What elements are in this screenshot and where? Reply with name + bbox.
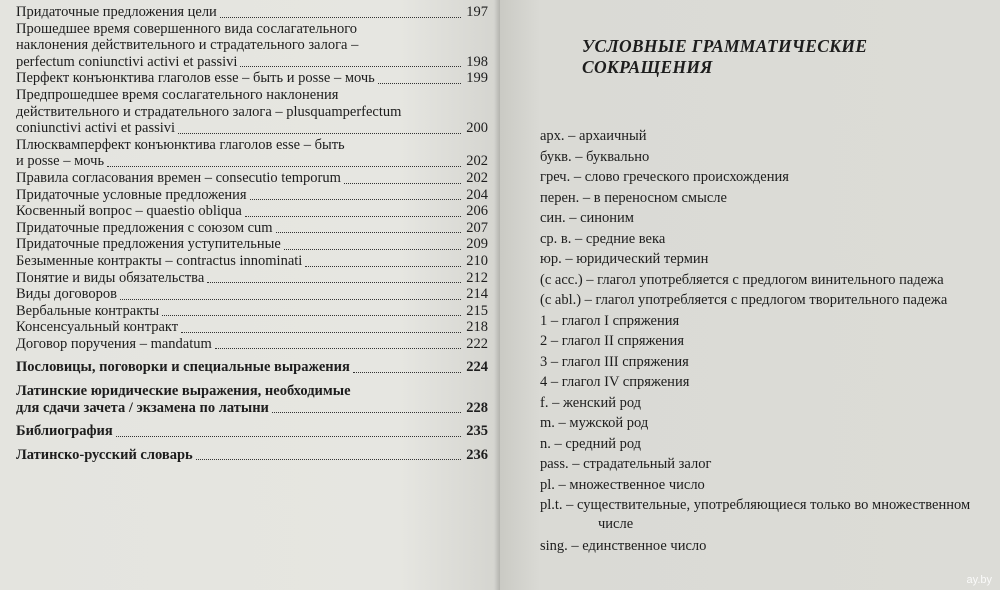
toc-entry [16,236,488,253]
abbreviation-item: m. – мужской род [540,415,649,431]
toc-entry [16,270,488,287]
toc-dot-leader [245,215,461,217]
abbreviation-item: син. – синоним [540,210,634,226]
toc-entry-last-line [16,236,488,253]
toc-entry [16,170,488,187]
toc-dot-leader [207,281,461,283]
toc-page-number: 210 [466,252,488,269]
toc-entry-line: Прошедшее время совершенного вида сослагательного [16,20,358,37]
toc-entry [16,336,488,353]
abbreviation-item: (c abl.) – глагол употребляется с предлогом творительного падежа [540,292,948,308]
abbreviation-item: арх. – архаичный [540,128,647,144]
toc-entry-last-line [16,359,488,376]
toc-entry [16,423,488,440]
toc-entry-title: Виды договоров [16,286,117,303]
toc-entry-last-line [16,170,488,187]
toc-page-number: 218 [466,319,488,336]
toc-entry-last-line [16,153,488,170]
toc-dot-leader [178,132,461,134]
toc-entry [16,21,488,71]
toc-entry-last-line [16,400,488,417]
abbreviation-item: 4 – глагол IV спряжения [540,374,690,390]
toc-page-number: 202 [466,169,488,186]
abbreviation-item: pl. – множественное число [540,476,705,493]
toc-entry-last-line [16,303,488,320]
toc-entry-title: coniunctivi activi et passivi [16,120,176,137]
toc-entry-last-line [16,120,488,137]
toc-page-number: 235 [466,423,488,440]
toc-entry-last-line [16,447,488,464]
toc-dot-leader [305,265,461,267]
toc-entry [16,383,488,416]
toc-entry-title: Консенсуальный контракт [16,319,179,336]
toc-entry-title: Перфект конъюнктива глаголов esse – быть и posse – мочь [16,70,375,87]
toc-page-number: 199 [466,70,488,87]
toc-dot-leader [181,331,461,333]
toc-entry-title: Библиография [16,423,113,440]
toc-entry-title: Придаточные условные предложения [16,186,247,203]
toc-dot-leader [284,248,461,250]
toc-dot-leader [220,16,461,18]
toc-entry-last-line [16,220,488,237]
abbreviations-title: УСЛОВНЫЕ ГРАММАТИЧЕСКИЕ СОКРАЩЕНИЯ [582,36,868,77]
abbreviation-item: (c acc.) – глагол употребляется с предлогом винительного падежа [540,271,944,288]
toc-dot-leader [353,371,461,373]
toc-entry-last-line [16,270,488,287]
toc-page-number: 197 [466,4,488,20]
abbreviation-item: 3 – глагол III спряжения [540,353,689,370]
toc-entry-last-line [16,203,488,220]
toc-entry [16,203,488,220]
toc-dot-leader [107,165,461,167]
toc-page-number: 202 [466,153,488,170]
toc-dot-leader [344,182,461,184]
toc-entry-last-line [16,336,488,353]
toc-page-number: 209 [466,236,488,253]
toc-entry [16,187,488,204]
toc-entry-last-line [16,4,488,21]
toc-dot-leader [240,65,461,67]
toc-entry [16,4,488,21]
toc-entry-title: Пословицы, поговорки и специальные выражения [16,359,350,376]
toc-page-number: 206 [466,203,488,220]
abbreviation-continuation: числе [598,515,634,532]
toc-entry-title: и posse – мочь [16,153,105,170]
abbreviations-page [500,0,1000,590]
toc-page-number: 204 [466,186,488,203]
toc-entry-title: Вербальные контракты [16,302,160,319]
toc-entry [16,70,488,87]
toc-entry-last-line [16,253,488,270]
toc-entry-title: Придаточные предложения уступительные [16,236,281,253]
toc-entry-last-line [16,286,488,303]
toc-entry-title: Придаточные предложения с союзом cum [16,219,273,236]
toc-page-number: 198 [466,53,488,70]
toc-dot-leader [378,82,461,84]
toc-entry [16,319,488,336]
toc-entry [16,137,488,170]
toc-entry-last-line [16,70,488,87]
toc-entry-line: Латинские юридические выражения, необходимые [16,383,351,400]
toc-entry-title: Правила согласования времен – consecutio temporum [16,169,341,186]
abbreviation-item: 1 – глагол I спряжения [540,312,680,329]
abbreviation-item: букв. – буквально [540,148,650,165]
toc-dot-leader [250,198,461,200]
toc-page-number: 236 [466,446,488,463]
toc-entry-last-line [16,423,488,440]
toc-entry [16,359,488,376]
toc-entry [16,303,488,320]
toc-page-number: 222 [466,335,488,352]
abbreviation-item: f. – женский род [540,394,642,411]
abbreviations-list [540,126,980,556]
toc-dot-leader [116,435,461,437]
toc-page-number: 228 [466,399,488,416]
toc-entry-line: Плюсквамперфект конъюнктива глаголов esse – быть [16,136,345,153]
toc-page-number: 200 [466,120,488,137]
watermark: ay.by [966,574,992,586]
abbreviation-item: греч. – слово греческого происхождения [540,169,789,185]
toc-entry-title: Понятие и виды обязательства [16,269,205,286]
toc-entry-line: наклонения действительного и страдательного залога – [16,37,359,54]
toc-entry [16,253,488,270]
toc-dot-leader [120,298,461,300]
toc-entry [16,87,488,137]
abbreviation-item: перен. – в переносном смысле [540,189,727,206]
toc-entry-title: для сдачи зачета / экзамена по латыни [16,399,269,416]
toc-entry-last-line [16,187,488,204]
abbreviation-item: n. – средний род [540,435,642,452]
toc-page-number: 215 [466,302,488,319]
toc-entry-line: Предпрошедшее время сослагательного наклонения [16,86,339,103]
abbreviation-item: ср. в. – средние века [540,230,666,247]
abbreviation-item: юр. – юридический термин [540,251,709,267]
toc-entry-line: действительного и страдательного залога – plusquamperfectum [16,103,402,120]
abbreviation-item: 2 – глагол II спряжения [540,333,684,349]
toc-dot-leader [162,314,461,316]
toc-entry-title: Договор поручения – mandatum [16,335,212,352]
toc-entry [16,286,488,303]
toc-entry-title: Придаточные предложения цели [16,4,217,20]
toc-dot-leader [215,347,461,349]
toc-page-number: 212 [466,269,488,286]
abbreviation-item: pass. – страдательный залог [540,456,712,472]
toc-page-number: 224 [466,359,488,376]
abbreviation-item: sing. – единственное число [540,537,707,554]
toc-entry-title: Безыменные контракты – contractus innominati [16,252,303,269]
abbreviation-item: pl.t. – существительные, употребляющиеся только во множественном [540,497,971,513]
toc-entry-title: Косвенный вопрос – quaestio obliqua [16,203,242,220]
toc-entry-last-line [16,319,488,336]
toc-entry [16,220,488,237]
toc-page-number: 214 [466,286,488,303]
toc-dot-leader [276,231,461,233]
toc-dot-leader [272,411,461,413]
toc-page-number: 207 [466,219,488,236]
toc-entry-title: perfectum coniunctivi activi et passivi [16,53,238,70]
toc-entry [16,447,488,464]
toc-entry-last-line [16,54,488,71]
toc-dot-leader [196,458,461,460]
toc-entry-title: Латинско-русский словарь [16,446,193,463]
